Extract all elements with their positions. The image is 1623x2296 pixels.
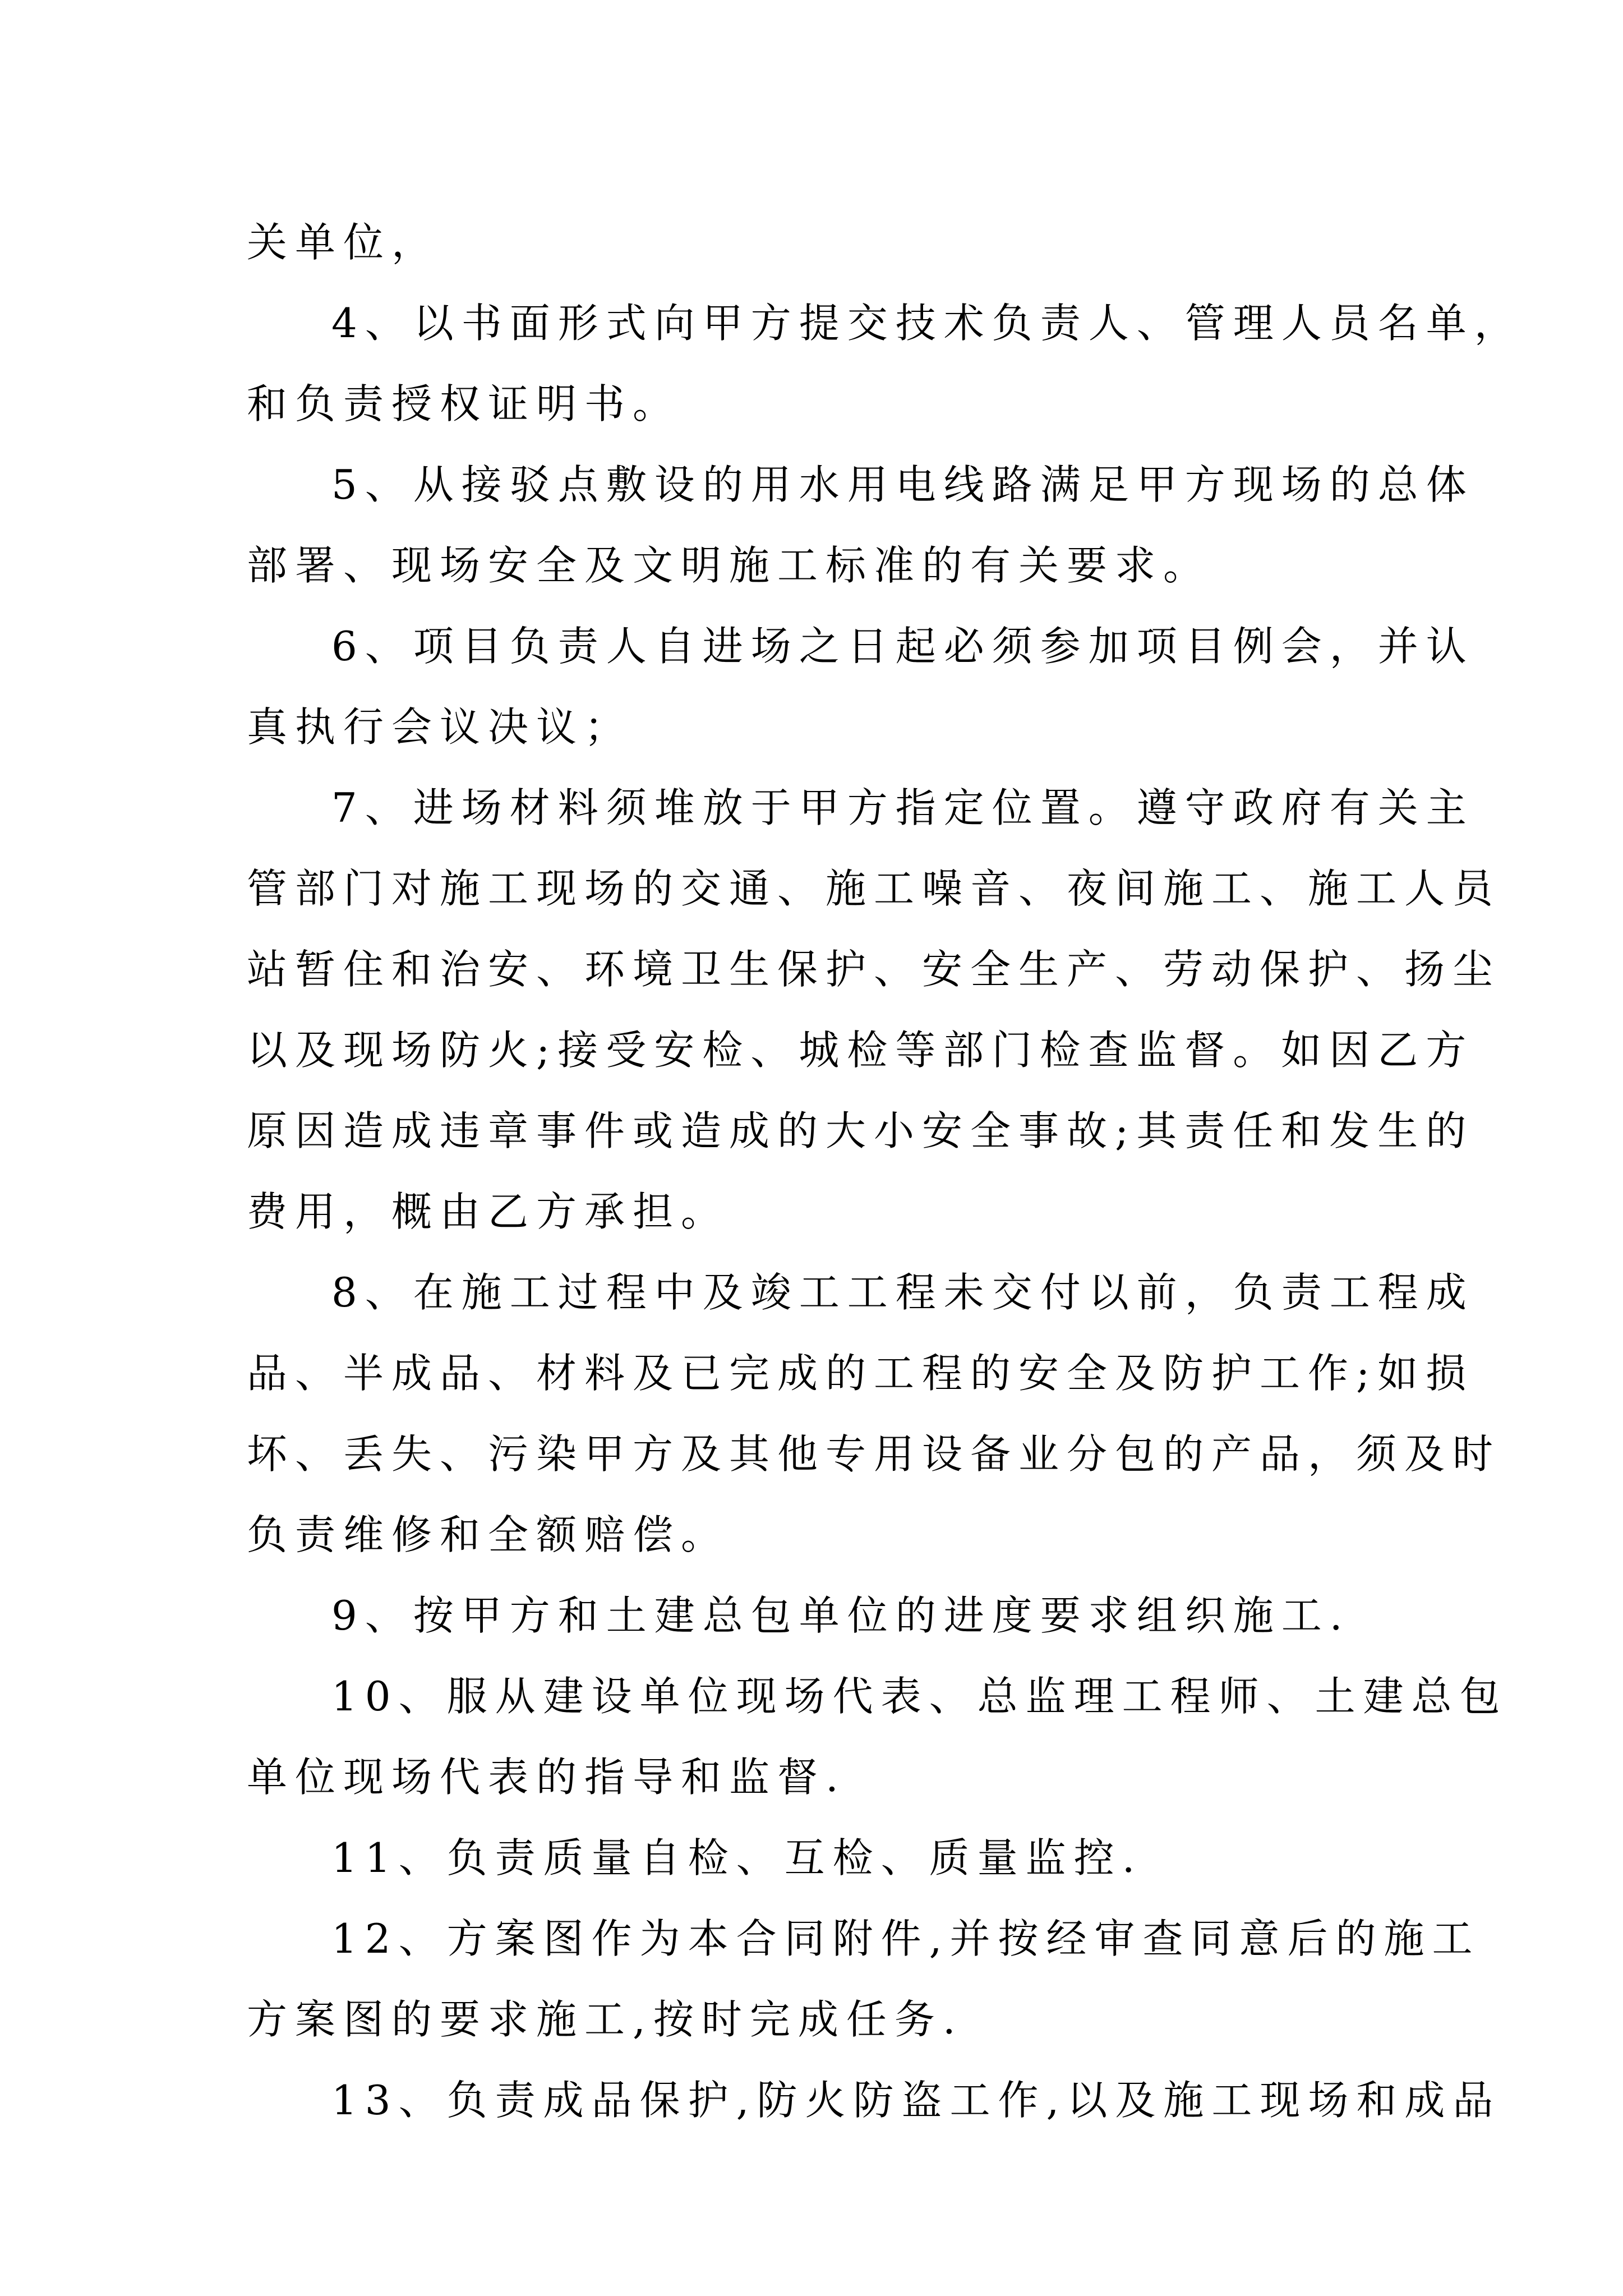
text-line: 坏、丢失、污染甲方及其他专用设备业分包的产品，须及时 [247, 1430, 1501, 1478]
text-line: 12、方案图作为本合同附件,并按经审查同意后的施工 [331, 1915, 1481, 1962]
text-line: 10、服从建设单位现场代表、总监理工程师、土建总包 [331, 1673, 1508, 1720]
text-line: 真执行会议决议； [247, 703, 633, 751]
document-body [247, 202, 1523, 2141]
text-line: 以及现场防火;接受安检、城检等部门检查监督。如因乙方 [247, 1027, 1474, 1074]
text-line: 费用，概由乙方承担。 [247, 1188, 730, 1235]
text-line: 站暂住和治安、环境卫生保护、安全生产、劳动保护、扬尘 [247, 946, 1501, 993]
text-line: 部署、现场安全及文明施工标准的有关要求。 [247, 542, 1212, 589]
text-line: 11、负责质量自检、互检、质量监控. [331, 1834, 1143, 1881]
text-line: 和负责授权证明书。 [247, 380, 681, 427]
text-line: 9、按甲方和土建总包单位的进度要求组织施工. [331, 1592, 1350, 1639]
text-line: 13、负责成品保护,防火防盗工作,以及施工现场和成品 [331, 2077, 1501, 2124]
text-line: 8、在施工过程中及竣工工程未交付以前，负责工程成 [331, 1269, 1474, 1316]
text-line: 单位现场代表的指导和监督. [247, 1754, 846, 1801]
text-line: 5、从接驳点敷设的用水用电线路满足甲方现场的总体 [331, 461, 1474, 508]
text-line: 7、进场材料须堆放于甲方指定位置。遵守政府有关主 [331, 784, 1474, 831]
text-line: 负责维修和全额赔偿。 [247, 1511, 730, 1558]
text-line: 原因造成违章事件或造成的大小安全事故;其责任和发生的 [247, 1107, 1474, 1154]
text-line: 6、项目负责人自进场之日起必须参加项目例会，并认 [331, 623, 1474, 670]
text-line: 管部门对施工现场的交通、施工噪音、夜间施工、施工人员 [247, 865, 1501, 912]
text-line: 关单位， [247, 219, 440, 266]
text-line: 品、半成品、材料及已完成的工程的安全及防护工作;如损 [247, 1350, 1474, 1397]
text-line: 方案图的要求施工,按时完成任务. [247, 1996, 963, 2043]
text-line: 4、以书面形式向甲方提交技术负责人、管理人员名单， [331, 300, 1523, 347]
